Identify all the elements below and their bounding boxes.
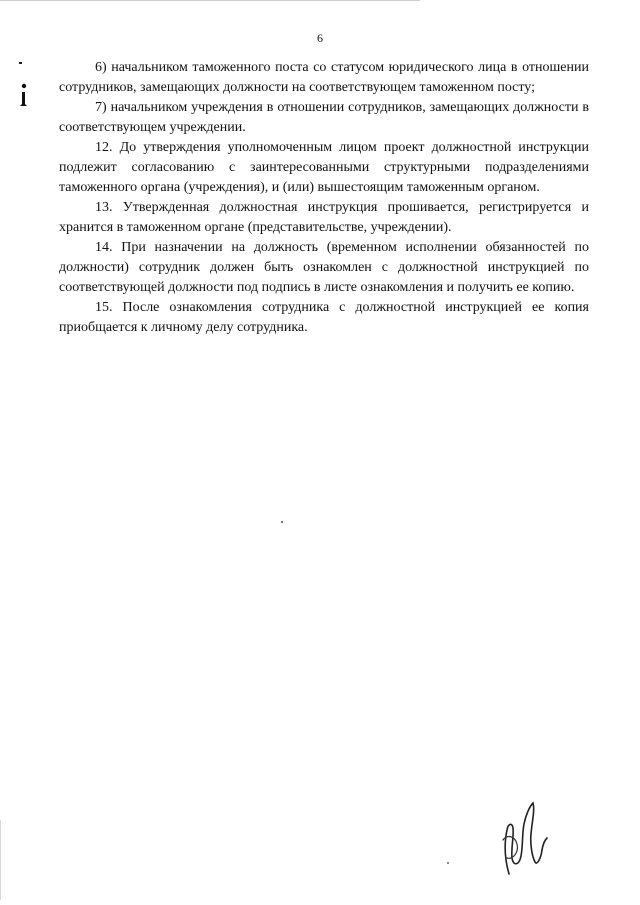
margin-mark-icon bbox=[16, 62, 30, 108]
paragraph-15: 15. После ознакомления сотрудника с должностной инструкцией ее копия приобщается к личному делу сотрудника. bbox=[59, 300, 589, 335]
paragraph-6: 6) начальником таможенного поста со статусом юридического лица в отношении сотрудников, замещающих должности на соответствующем таможенном посту; bbox=[59, 60, 589, 95]
signature-icon bbox=[495, 800, 551, 878]
paragraph-12: 12. До утверждения уполномоченным лицом проект должностной инструкции подлежит согласованию с заинтересованными структурными подразделениями таможенного органа (учреждения), и (или) вышестоящим таможенным органом. bbox=[59, 140, 589, 195]
document-body bbox=[59, 58, 589, 338]
scan-top-edge bbox=[0, 0, 420, 1]
paragraph-14: 14. При назначении на должность (временном исполнении обязанностей по должности) сотрудник должен быть ознакомлен с должностной инструкцией по соответствующей должности под подпись в листе ознакомления и получить ее копию. bbox=[59, 240, 589, 295]
scan-speck bbox=[281, 521, 283, 523]
scan-speck bbox=[447, 862, 449, 864]
page-number: 6 bbox=[317, 31, 323, 45]
scan-left-edge bbox=[0, 820, 1, 900]
paragraph-7: 7) начальником учреждения в отношении сотрудников, замещающих должности в соответствующем учреждении. bbox=[59, 100, 589, 135]
paragraph-13: 13. Утвержденная должностная инструкция прошивается, регистрируется и хранится в таможенном органе (представительстве, учреждении). bbox=[59, 200, 589, 235]
